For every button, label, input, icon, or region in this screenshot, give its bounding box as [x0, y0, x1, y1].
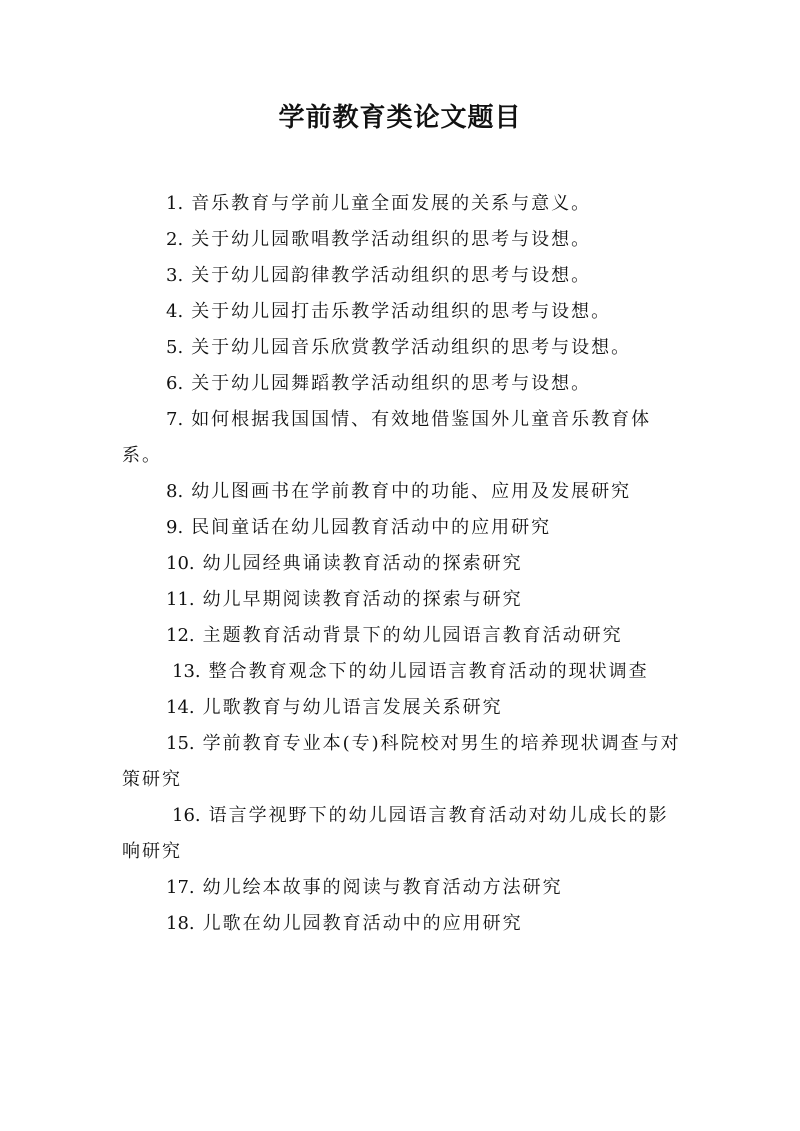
topic-item-2 — [122, 222, 682, 258]
topic-number: 9. — [166, 517, 184, 538]
topic-number: 16. — [172, 805, 201, 826]
topic-text: 关于幼儿园音乐欣赏教学活动组织的思考与设想。 — [191, 337, 632, 358]
topic-item-13 — [122, 654, 682, 690]
topic-text: 幼儿园经典诵读教育活动的探索研究 — [202, 553, 523, 574]
topic-item-5 — [122, 330, 682, 366]
topic-number: 13. — [172, 661, 201, 682]
topic-number: 12. — [166, 625, 195, 646]
topic-number: 3. — [166, 265, 184, 286]
topic-number: 6. — [166, 373, 184, 394]
topic-item-6 — [122, 366, 682, 402]
topic-text: 关于幼儿园打击乐教学活动组织的思考与设想。 — [191, 301, 612, 322]
topic-item-7 — [122, 402, 682, 474]
topic-text: 民间童话在幼儿园教育活动中的应用研究 — [191, 517, 552, 538]
topic-number: 2. — [166, 229, 184, 250]
topic-text: 幼儿图画书在学前教育中的功能、应用及发展研究 — [191, 481, 632, 502]
topic-item-11 — [122, 582, 682, 618]
topic-number: 18. — [166, 913, 195, 934]
topic-item-15 — [122, 726, 682, 798]
topic-text: 音乐教育与学前儿童全面发展的关系与意义。 — [191, 193, 592, 214]
topic-text: 关于幼儿园舞蹈教学活动组织的思考与设想。 — [191, 373, 592, 394]
topic-text: 整合教育观念下的幼儿园语言教育活动的现状调查 — [208, 661, 649, 682]
topic-number: 17. — [166, 877, 195, 898]
topic-text: 关于幼儿园韵律教学活动组织的思考与设想。 — [191, 265, 592, 286]
topic-text: 语言学视野下的幼儿园语言教育活动对幼儿成长的影响研究 — [122, 805, 669, 862]
topic-item-4 — [122, 294, 682, 330]
topic-number: 10. — [166, 553, 195, 574]
topic-item-8 — [122, 474, 682, 510]
topic-item-16 — [122, 798, 682, 870]
topic-item-18 — [122, 906, 682, 942]
topic-text: 主题教育活动背景下的幼儿园语言教育活动研究 — [202, 625, 623, 646]
topic-text: 幼儿绘本故事的阅读与教育活动方法研究 — [202, 877, 563, 898]
topic-number: 15. — [166, 733, 195, 754]
topic-item-3 — [122, 258, 682, 294]
topic-number: 5. — [166, 337, 184, 358]
topic-number: 8. — [166, 481, 184, 502]
topic-text: 幼儿早期阅读教育活动的探索与研究 — [202, 589, 523, 610]
topic-text: 儿歌在幼儿园教育活动中的应用研究 — [202, 913, 523, 934]
topic-list — [122, 186, 682, 942]
document-title: 学前教育类论文题目 — [278, 103, 522, 133]
topic-item-12 — [122, 618, 682, 654]
topic-item-14 — [122, 690, 682, 726]
topic-item-17 — [122, 870, 682, 906]
topic-text: 儿歌教育与幼儿语言发展关系研究 — [202, 697, 503, 718]
topic-item-9 — [122, 510, 682, 546]
topic-number: 7. — [166, 409, 184, 430]
topic-number: 1. — [166, 193, 184, 214]
topic-item-1 — [122, 186, 682, 222]
topic-text: 关于幼儿园歌唱教学活动组织的思考与设想。 — [191, 229, 592, 250]
topic-item-10 — [122, 546, 682, 582]
topic-text: 如何根据我国国情、有效地借鉴国外儿童音乐教育体系。 — [122, 409, 652, 466]
topic-text: 学前教育专业本(专)科院校对男生的培养现状调查与对策研究 — [122, 733, 681, 790]
topic-number: 14. — [166, 697, 195, 718]
topic-number: 4. — [166, 301, 184, 322]
topic-number: 11. — [166, 589, 195, 610]
